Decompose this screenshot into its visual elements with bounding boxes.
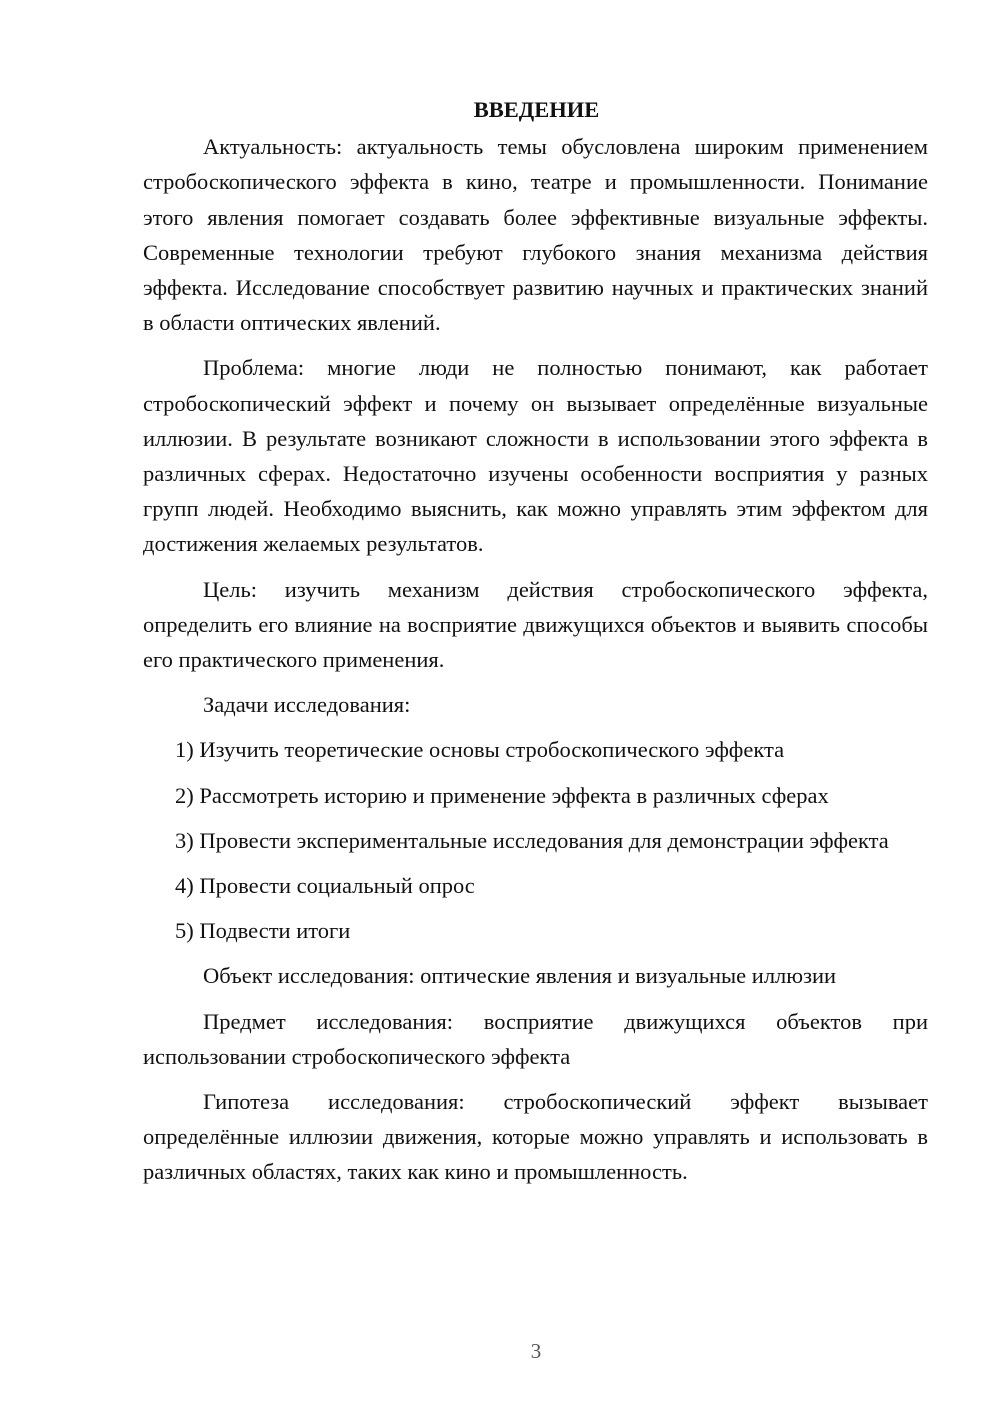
task-item-1: 1) Изучить теоретические основы стробоскопического эффекта (175, 737, 785, 763)
tasks-heading: Задачи исследования: (203, 692, 411, 718)
problem-paragraph: Проблема: многие люди не полностью понимают, как работает стробоскопический эффект и почему он вызывает определённые визуальные иллюзии. В результате возникают сложности в использовании этого эффекта в различных сферах. Недостаточно изучены особенности восприятия у разных групп людей. Необходимо выяснить, как можно управлять этим эффектом для достижения желаемых результатов. (143, 355, 928, 557)
task-item-5: 5) Подвести итоги (175, 918, 351, 944)
task-item-3: 3) Провести экспериментальные исследования для демонстрации эффекта (175, 827, 889, 853)
section-title: ВВЕДЕНИЕ (473, 97, 600, 122)
task-item-4: 4) Провести социальный опрос (175, 873, 475, 899)
task-item-2: 2) Рассмотреть историю и применение эффекта в различных сферах (175, 782, 829, 808)
page-number: 3 (530, 1339, 542, 1363)
hypothesis-paragraph: Гипотеза исследования: стробоскопический эффект вызывает определённые иллюзии движения, которые можно управлять и использовать в различных областях, таких как кино и промышленность. (143, 1089, 928, 1185)
page-content (143, 92, 928, 1200)
object-paragraph: Объект исследования: оптические явления и визуальные иллюзии (203, 963, 837, 989)
goal-paragraph: Цель: изучить механизм действия стробоскопического эффекта, определить его влияние на восприятие движущихся объектов и выявить способы его практического применения. (143, 576, 928, 673)
relevance-paragraph: Актуальность: актуальность темы обусловлена широким применением стробоскопического эффекта в кино, театре и промышленности. Понимание этого явления помогает создавать более эффективные визуальные эффекты. Современные технологии требуют глубокого знания механизма действия эффекта. Исследование способствует развитию научных и практических знаний в области оптических явлений. (143, 134, 928, 336)
subject-paragraph: Предмет исследования: восприятие движущихся объектов при использовании стробоскопического эффекта (143, 1008, 928, 1069)
